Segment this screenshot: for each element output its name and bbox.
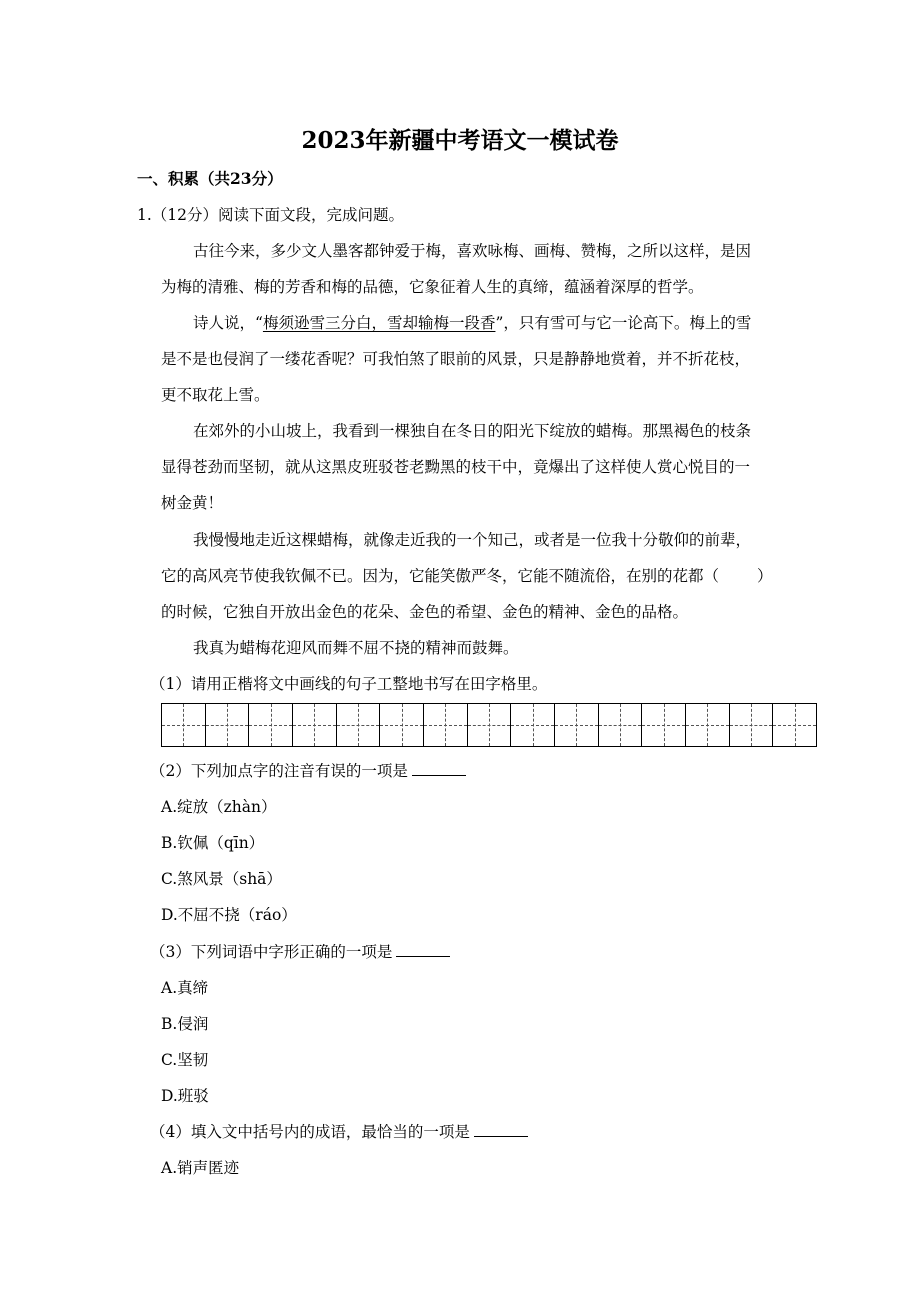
- underlined-sentence: 梅须逊雪三分白，雪却输梅一段香: [262, 314, 496, 332]
- answer-blank[interactable]: [474, 1122, 528, 1137]
- passage-p2-line3: 更不取花上雪。: [161, 386, 270, 404]
- option-2a: A.绽放（zhàn）: [161, 798, 277, 816]
- grid-cell[interactable]: [337, 704, 381, 746]
- option-2c: C.煞风景（shā）: [161, 870, 282, 888]
- option-4a: A.销声匿迹: [161, 1159, 240, 1177]
- grid-cell[interactable]: [293, 704, 337, 746]
- passage-p4-line2-pre: 它的高风亮节使我钦佩不已。因为，它能笑傲严冬，它能不随流俗，在别的花都（: [161, 567, 720, 585]
- passage-p2-line2: 是不是也侵润了一缕花香呢？可我怕煞了眼前的风景，只是静静地赏着，并不折花枝，: [161, 350, 751, 368]
- passage-p3-line1: 在郊外的小山坡上，我看到一棵独自在冬日的阳光下绽放的蜡梅。那黑褐色的枝条: [193, 422, 752, 440]
- sub-question-2-prompt: （2）下列加点字的注音有误的一项是: [150, 762, 408, 780]
- passage-p4-line1: 我慢慢地走近这棵蜡梅，就像走近我的一个知己，或者是一位我十分敬仰的前辈，: [193, 531, 752, 549]
- sub-question-2: [150, 761, 466, 781]
- grid-cell[interactable]: [511, 704, 555, 746]
- grid-cell[interactable]: [730, 704, 774, 746]
- sub-question-4: [150, 1122, 528, 1142]
- page-title: 2023年新疆中考语文一模试卷: [301, 127, 619, 154]
- passage-p5-line1: 我真为蜡梅花迎风而舞不屈不挠的精神而鼓舞。: [193, 639, 519, 657]
- grid-cell[interactable]: [599, 704, 643, 746]
- grid-cell[interactable]: [249, 704, 293, 746]
- grid-cell[interactable]: [424, 704, 468, 746]
- writing-grid[interactable]: [161, 703, 817, 747]
- option-2b: B.钦佩（qīn）: [161, 834, 265, 852]
- option-3d: D.班驳: [161, 1087, 209, 1105]
- option-2d: D.不屈不挠（ráo）: [161, 906, 297, 924]
- passage-p2-post: ”，只有雪可与它一论高下。梅上的雪: [495, 314, 752, 332]
- grid-cell[interactable]: [642, 704, 686, 746]
- passage-p1-line1: 古往今来，多少文人墨客都钟爱于梅，喜欢咏梅、画梅、赞梅，之所以这样，是因: [193, 242, 752, 260]
- question-1-heading: 1.（12分）阅读下面文段，完成问题。: [137, 206, 405, 224]
- option-3c: C.坚韧: [161, 1051, 209, 1069]
- sub-question-1: （1）请用正楷将文中画线的句子工整地书写在田字格里。: [150, 675, 548, 693]
- answer-blank[interactable]: [396, 942, 450, 957]
- grid-cell[interactable]: [380, 704, 424, 746]
- passage-p2-pre: 诗人说，“: [193, 314, 263, 332]
- grid-cell[interactable]: [686, 704, 730, 746]
- grid-cell[interactable]: [555, 704, 599, 746]
- passage-p3-line2: 显得苍劲而坚韧，就从这黑皮班驳苍老黝黑的枝干中，竟爆出了这样使人赏心悦目的一: [161, 458, 751, 476]
- option-3a: A.真缔: [161, 979, 209, 997]
- passage-p2-line1: [193, 313, 751, 333]
- passage-p1-line2: 为梅的清雅、梅的芳香和梅的品德，它象征着人生的真缔，蕴涵着深厚的哲学。: [161, 278, 704, 296]
- sub-question-3: [150, 942, 450, 962]
- sub-question-3-prompt: （3）下列词语中字形正确的一项是: [150, 943, 393, 961]
- option-3b: B.侵润: [161, 1015, 209, 1033]
- section-heading: 一、积累（共23分）: [137, 169, 283, 188]
- passage-p3-line3: 树金黄！: [161, 494, 224, 512]
- passage-p4-line3: 的时候，它独自开放出金色的花朵、金色的希望、金色的精神、金色的品格。: [161, 603, 689, 621]
- grid-cell[interactable]: [773, 704, 816, 746]
- sub-question-4-prompt: （4）填入文中括号内的成语，最恰当的一项是: [150, 1123, 470, 1141]
- passage-p4-line2: [161, 566, 773, 586]
- passage-p4-line2-post: ）: [757, 567, 773, 585]
- grid-cell[interactable]: [468, 704, 512, 746]
- answer-blank[interactable]: [412, 761, 466, 776]
- grid-cell[interactable]: [162, 704, 206, 746]
- grid-cell[interactable]: [206, 704, 250, 746]
